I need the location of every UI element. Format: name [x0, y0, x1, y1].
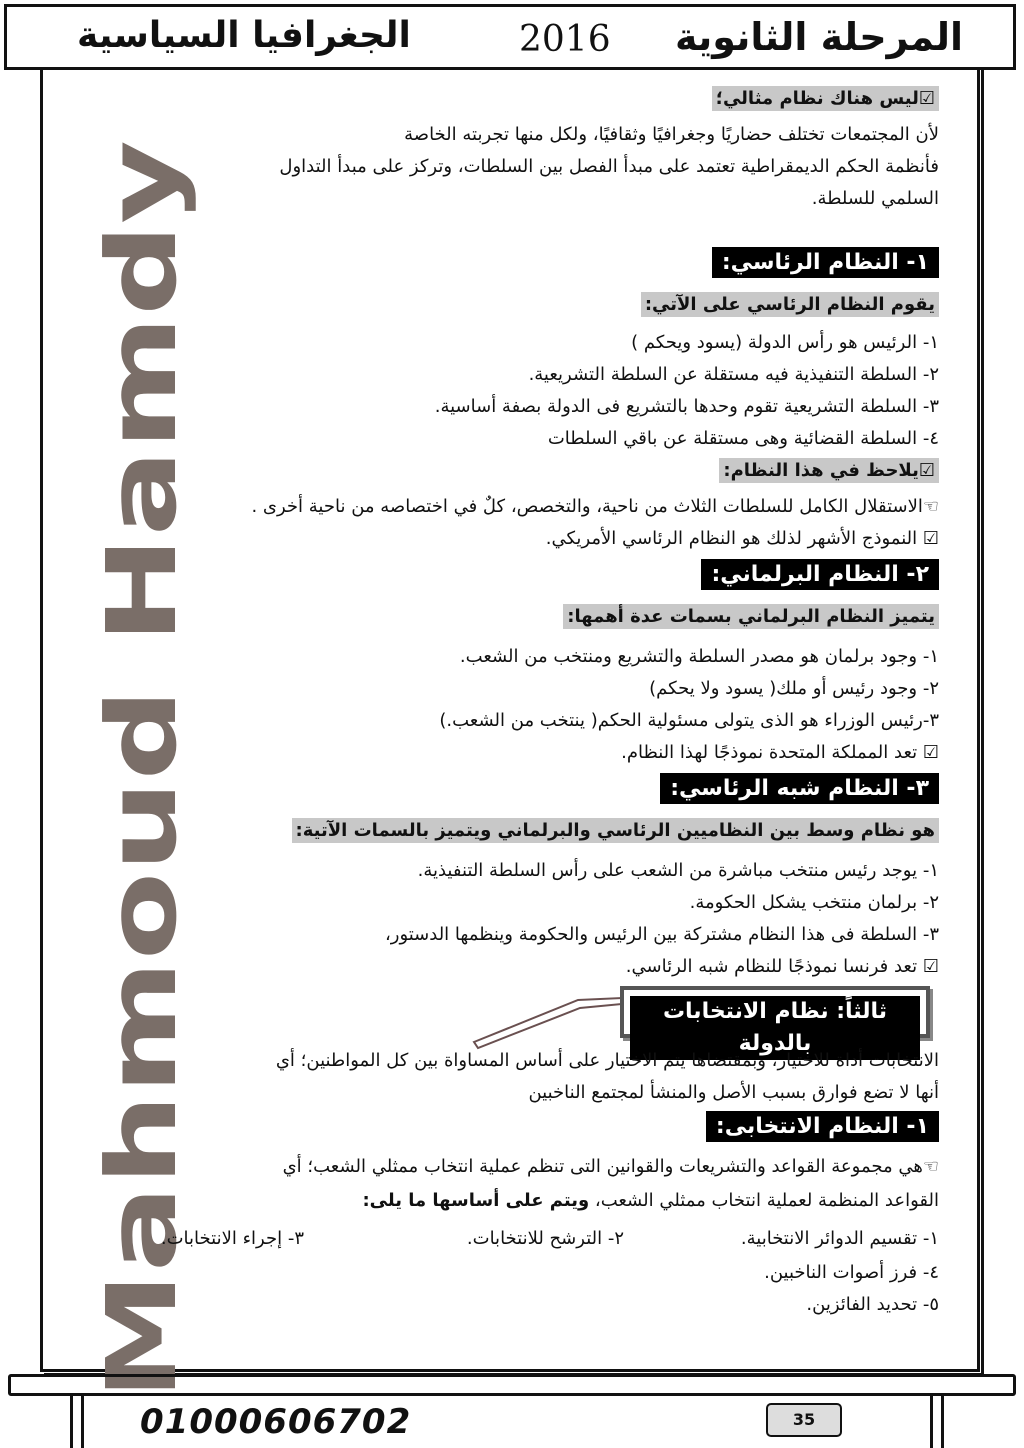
presidential-note-1: ☜الاستقلال الكامل للسلطات الثلاث من ناحية، والتخصص، كلٌ في اختصاصه من ناحية أخرى . [251, 496, 939, 517]
electoral-col-3: ٣- إجراء الانتخابات. [160, 1228, 304, 1249]
section-presidential-sub: يقوم النظام الرئاسي على الآتي: [641, 294, 939, 315]
subject-title: الجغرافيا السياسية [77, 15, 411, 56]
electoral-col-2: ٢- الترشح للانتخابات. [466, 1228, 624, 1249]
part3-title-box [620, 986, 930, 1056]
footer-band [8, 1374, 1016, 1396]
parliamentary-item-2: ٢- وجود رئيس أو ملك( يسود ولا يحكم) [649, 678, 939, 699]
section-semi-presidential-sub: هو نظام وسط بين النظاميين الرئاسي والبرلماني ويتميز بالسمات الآتية: [292, 820, 939, 841]
semi-item-3: ٣- السلطة فى هذا النظام مشتركة بين الرئيس والحكومة وينظمها الدستور، [384, 924, 939, 945]
section-presidential-title: ١- النظام الرئاسي: [712, 250, 939, 275]
page-number: 35 [766, 1403, 842, 1437]
presidential-item-2: ٢- السلطة التنفيذية فيه مستقلة عن السلطة التشريعية. [528, 364, 939, 385]
phone-number: 01000606702 [140, 1402, 412, 1442]
electoral-line-2: القواعد المنظمة لعملية انتخاب ممثلي الشعب، ويتم على أساسها ما يلى: [362, 1190, 939, 1211]
watermark-text: Mahmoud Hamdy [86, 458, 198, 1400]
part3-line-1: الانتخابات أداة للاختيار، وبمقتضاها يتم الاختيار على أساس المساواة بين كل المواطنين؛ أي [275, 1050, 939, 1071]
stage-title: المرحلة الثانوية [674, 15, 963, 59]
electoral-col-1: ١- تقسيم الدوائر الانتخابية. [740, 1228, 939, 1249]
section-semi-presidential-title: ٣- النظام شبه الرئاسي: [660, 776, 939, 801]
semi-item-2: ٢- برلمان منتخب يشكل الحكومة. [689, 892, 939, 913]
electoral-item-4: ٤- فرز أصوات الناخبين. [764, 1262, 939, 1283]
parliamentary-item-4: ☑ تعد المملكة المتحدة نموذجًا لهذا النظام. [621, 742, 939, 763]
parliamentary-item-3: ٣-رئيس الوزراء هو الذى يتولى مسئولية الحكم( ينتخب من الشعب.) [439, 710, 939, 731]
footer-rail-left [70, 1396, 84, 1448]
intro-heading: ☑ليس هناك نظام مثالي؛ [712, 88, 939, 109]
watermark-logo [86, 130, 200, 1400]
intro-line-3: السلمي للسلطة. [811, 188, 939, 209]
presidential-note-heading: ☑يلاحظ في هذا النظام: [719, 460, 939, 481]
year-label: 2016 [519, 19, 611, 60]
presidential-item-1: ١- الرئيس هو رأس الدولة (يسود ويحكم ) [631, 332, 939, 353]
electoral-item-5: ٥- تحديد الفائزين. [806, 1294, 939, 1315]
semi-item-4: ☑ تعد فرنسا نموذجًا للنظام شبه الرئاسي. [625, 956, 939, 977]
intro-line-2: فأنظمة الحكم الديمقراطية تعتمد على مبدأ الفصل بين السلطات، وتركز على مبدأ التداول [279, 156, 939, 177]
footer-rail-right [930, 1396, 944, 1448]
intro-line-1: لأن المجتمعات تختلف حضاريًا وجغرافيًا وثقافيًا، ولكل منها تجربته الخاصة [404, 124, 939, 145]
pointer-arrow [470, 990, 630, 1050]
electoral-line-1: ☜هي مجموعة القواعد والتشريعات والقوانين التى تنظم عملية انتخاب ممثلي الشعب؛ أي [282, 1156, 939, 1177]
parliamentary-item-1: ١- وجود برلمان هو مصدر السلطة والتشريع ومنتخب من الشعب. [459, 646, 939, 667]
presidential-item-4: ٤- السلطة القضائية وهى مستقلة عن باقي السلطات [547, 428, 939, 449]
semi-item-1: ١- يوجد رئيس منتخب مباشرة من الشعب على رأس السلطة التنفيذية. [417, 860, 939, 881]
section-parliamentary-title: ٢- النظام البرلماني: [701, 562, 939, 587]
part3-line-2: أنها لا تضع فوارق بسبب الأصل والمنشأ لمجتمع الناخبين [528, 1082, 939, 1103]
presidential-note-2: ☑ النموذج الأشهر لذلك هو النظام الرئاسي الأمريكي. [545, 528, 939, 549]
page-header [4, 4, 1016, 70]
part3-title: ثالثاً: نظام الانتخابات بالدولة [630, 996, 920, 1060]
section-parliamentary-sub: يتميز النظام البرلماني بسمات عدة أهمها: [563, 606, 939, 627]
presidential-item-3: ٣- السلطة التشريعية تقوم وحدها بالتشريع فى الدولة بصفة أساسية. [434, 396, 939, 417]
section-electoral-title: ١- النظام الانتخابى: [706, 1114, 939, 1139]
